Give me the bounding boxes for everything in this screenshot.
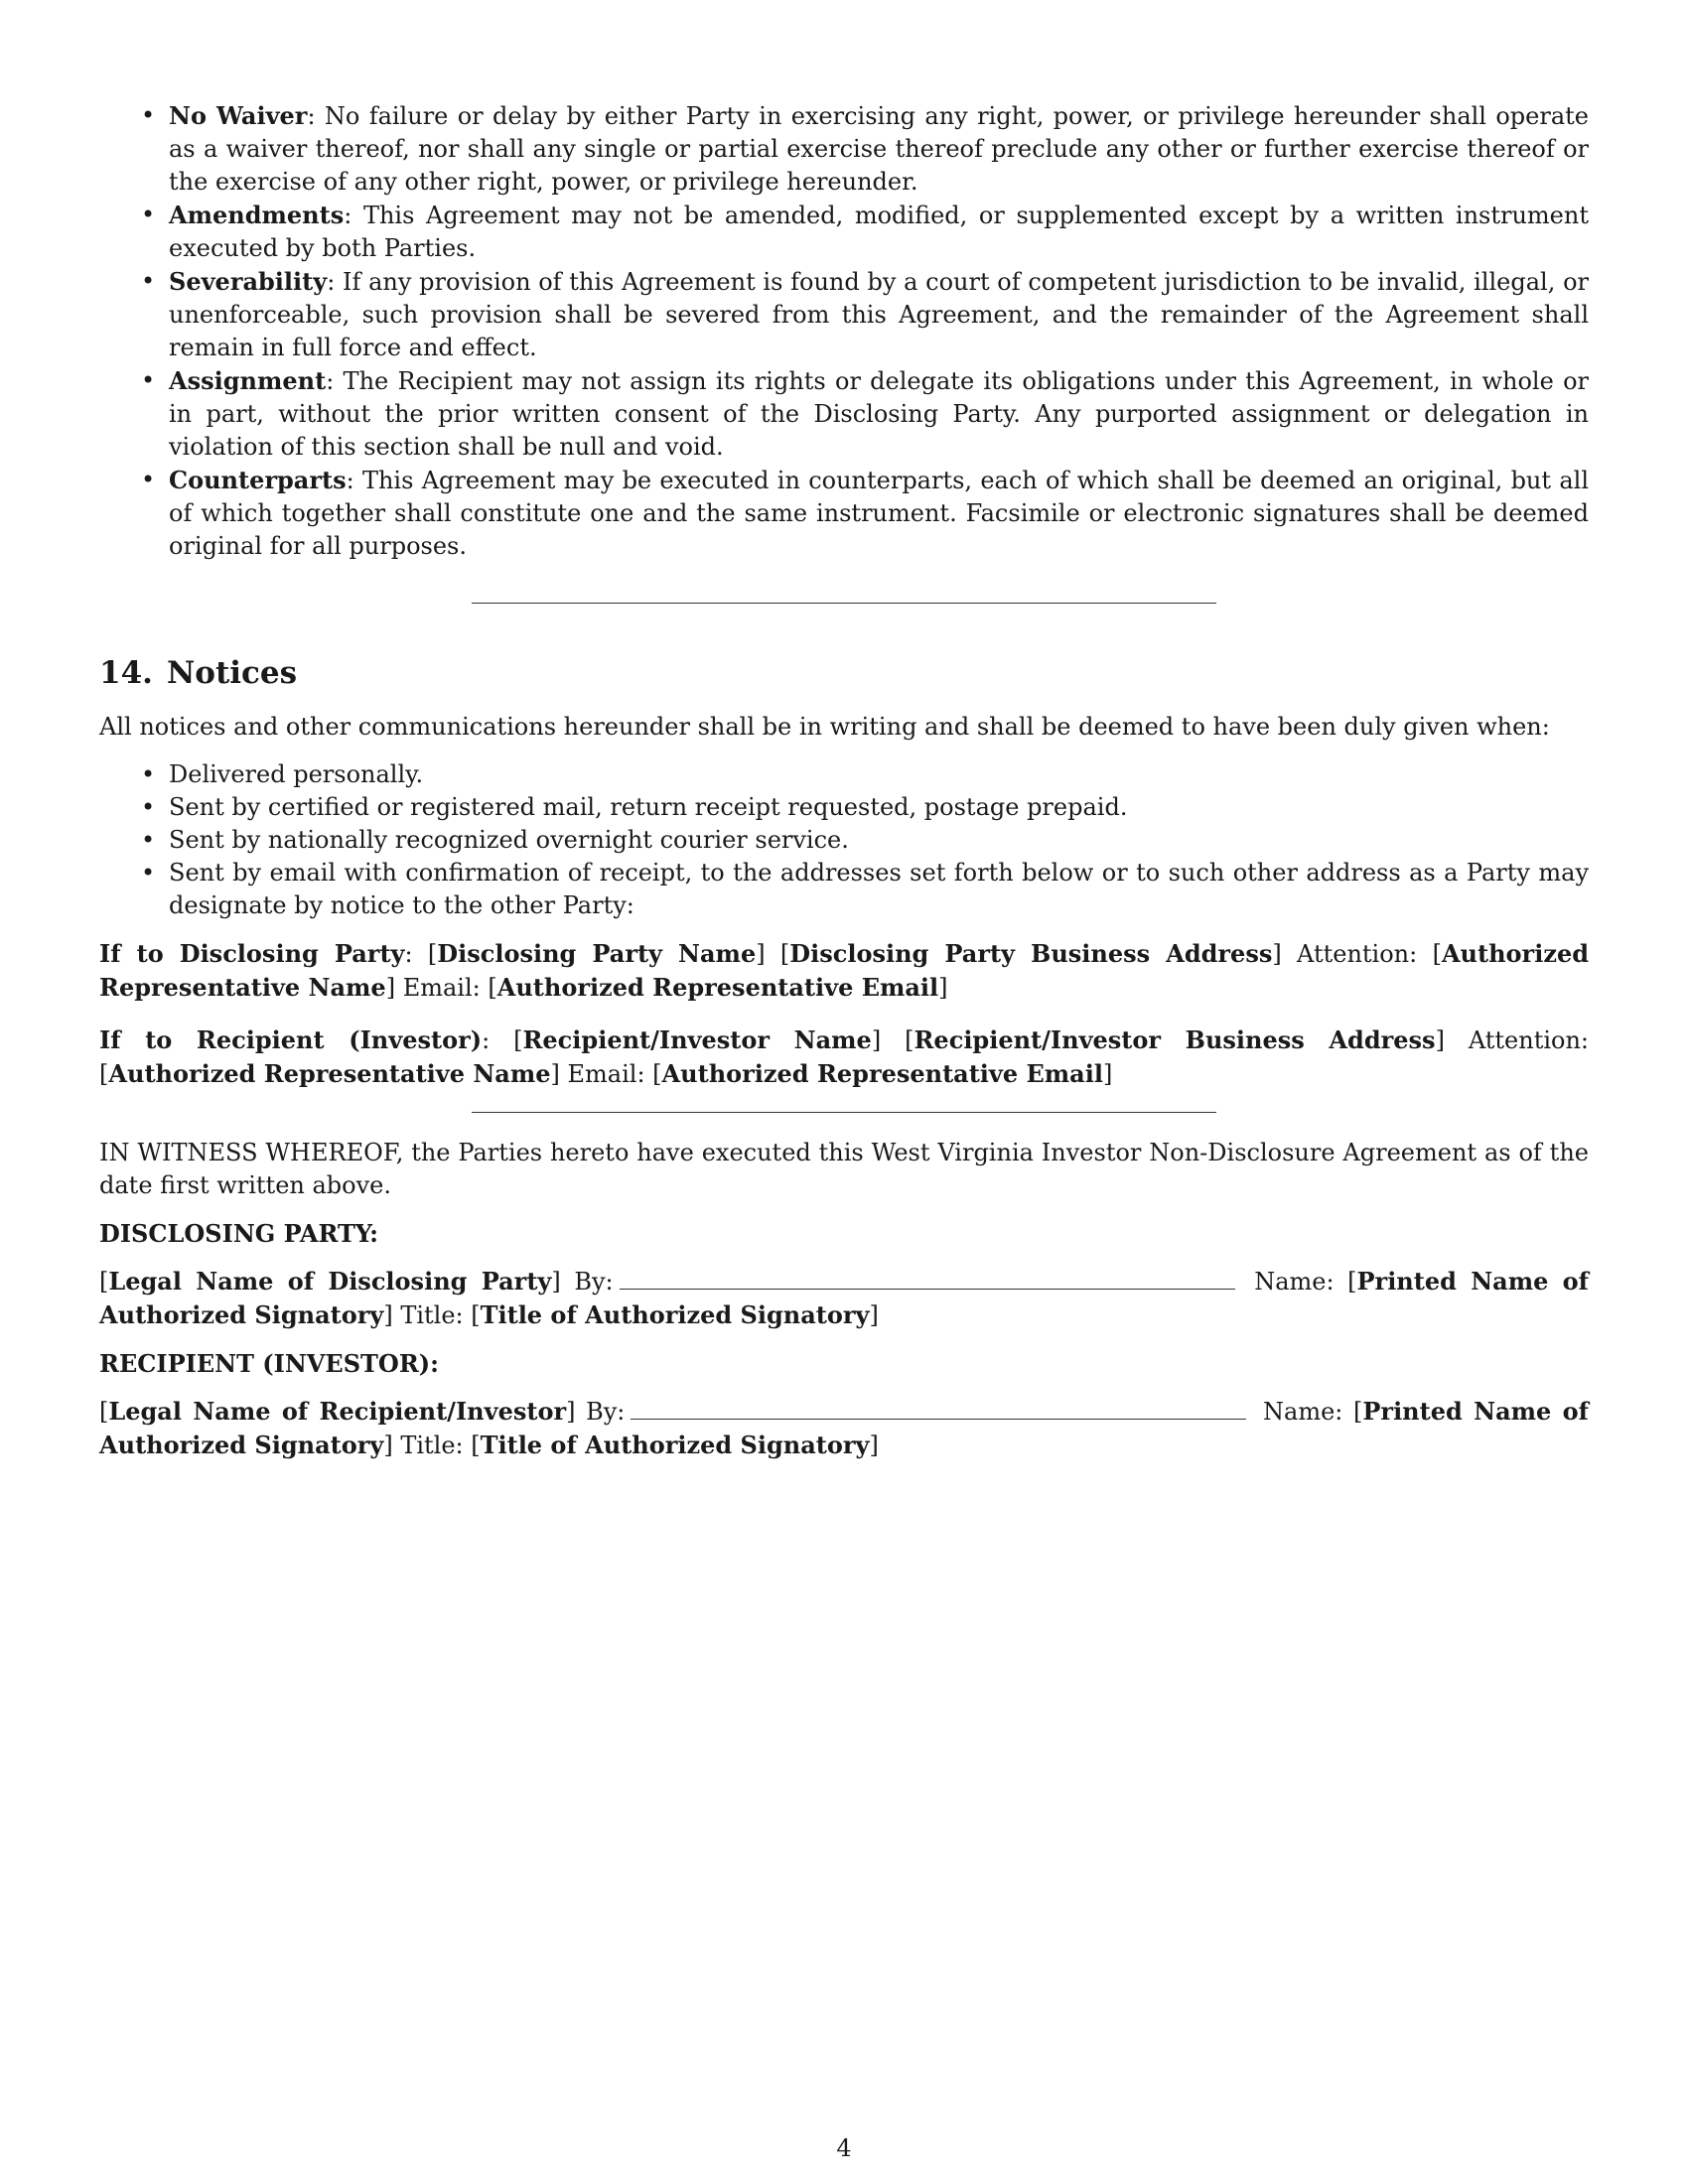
attention-value: Authorized Representative Name <box>108 1059 551 1088</box>
document-page <box>99 99 1589 1477</box>
list-item <box>169 464 1589 563</box>
list-item <box>169 199 1589 265</box>
signature-line[interactable] <box>620 1269 1235 1290</box>
list-item: • Sent by email with confirmation of receipt, to the addresses set forth below or to such other address as a Party may designate by notice to the other Party: <box>169 857 1589 922</box>
provision-text: : This Agreement may be executed in counterparts, each of which shall be deemed an original, but all of which together shall constitute one and the same instrument. Facsimile or electronic signatures shall be deemed original for all purposes. <box>169 467 1589 560</box>
printed-name: Printed Name of Authorized Signatory <box>99 1267 1589 1329</box>
list-item: • Sent by certified or registered mail, return receipt requested, postage prepaid. <box>169 791 1589 824</box>
disclosing-signature-block: [Legal Name of Disclosing Party] By: Name: [Printed Name of Authorized Signatory] Title: [Title of Authorized Signatory] <box>99 1267 1589 1329</box>
notices-intro: All notices and other communications hereunder shall be in writing and shall be deemed to have been duly given when: <box>99 713 1550 741</box>
page-number: 4 <box>836 2134 852 2162</box>
legal-name: Legal Name of Disclosing Party <box>108 1267 552 1296</box>
legal-name: Legal Name of Recipient/Investor <box>108 1397 567 1426</box>
title-label: Title: <box>400 1432 464 1459</box>
attention-value: Authorized Representative Name <box>99 939 1589 1002</box>
notice-party-address: Recipient/Investor Business Address <box>914 1025 1436 1054</box>
by-label: By: <box>586 1398 626 1426</box>
section-divider <box>472 1112 1216 1113</box>
notice-party-name: Recipient/Investor Name <box>522 1025 872 1054</box>
signatory-title: Title of Authorized Signatory <box>480 1431 870 1459</box>
provision-term: Severability <box>169 267 328 296</box>
notice-colon: : <box>404 940 428 968</box>
section-divider <box>472 603 1216 604</box>
attention-label: Attention: <box>1468 1026 1590 1054</box>
name-label: Name: <box>1263 1398 1343 1426</box>
name-label: Name: <box>1254 1268 1335 1296</box>
provision-term: Assignment <box>169 366 327 395</box>
printed-name: Printed Name of Authorized Signatory <box>99 1397 1589 1459</box>
provision-text: : The Recipient may not assign its rights or delegate its obligations under this Agreement, in whole or in part, without the prior written consent of the Disclosing Party. Any purported assignment or delegation in violation of this section shall be null and void. <box>169 367 1589 461</box>
provision-term: Amendments <box>169 201 345 229</box>
disclosing-party-notice-address: If to Disclosing Party: [Disclosing Party Name] [Disclosing Party Business Address] Attention: [Authorized Representative Name] Email: [Authorized Representative Email] <box>99 939 1589 1002</box>
notice-party-address: Disclosing Party Business Address <box>789 939 1273 968</box>
provision-term: Counterparts <box>169 466 347 494</box>
list-item <box>169 265 1589 364</box>
section-number: 14. <box>99 655 153 691</box>
title-label: Title: <box>400 1301 464 1329</box>
email-label: Email: <box>402 974 489 1002</box>
notice-label: If to Disclosing Party <box>99 939 405 968</box>
provision-term: No Waiver <box>169 101 308 130</box>
email-label: Email: <box>567 1060 653 1088</box>
provision-text: : If any provision of this Agreement is found by a court of competent jurisdiction to be invalid, illegal, or unenforceable, such provision shall be severed from this Agreement, and the remainder of the Agreement shall remain in full force and effect. <box>169 268 1589 361</box>
notice-label: If to Recipient (Investor) <box>99 1025 483 1054</box>
email-value: Authorized Representative Email <box>496 973 939 1002</box>
disclosing-party-heading: DISCLOSING PARTY: <box>99 1219 378 1248</box>
witness-clause: IN WITNESS WHEREOF, the Parties hereto have executed this West Virginia Investor Non-Disclosure Agreement as of the date first written above. <box>99 1139 1589 1199</box>
notice-methods-list <box>99 758 1589 922</box>
provision-text: : This Agreement may not be amended, modified, or supplemented except by a written instrument executed by both Parties. <box>169 202 1589 262</box>
signature-line[interactable] <box>631 1399 1246 1420</box>
signatory-title: Title of Authorized Signatory <box>480 1300 870 1329</box>
section-title: Notices <box>166 655 298 691</box>
list-item <box>169 364 1589 464</box>
attention-label: Attention: <box>1297 940 1433 968</box>
recipient-notice-address: If to Recipient (Investor): [Recipient/Investor Name] [Recipient/Investor Business Address] Attention: [Authorized Representative Name] Email: [Authorized Representative Email] <box>99 1025 1590 1088</box>
section-heading-notices <box>99 653 1589 693</box>
notice-colon: : <box>482 1026 514 1054</box>
recipient-signature-block: [Legal Name of Recipient/Investor] By: Name: [Printed Name of Authorized Signatory] Title: [Title of Authorized Signatory] <box>99 1397 1589 1459</box>
email-value: Authorized Representative Email <box>661 1059 1103 1088</box>
by-label: By: <box>574 1268 614 1296</box>
recipient-heading: RECIPIENT (INVESTOR): <box>99 1349 439 1378</box>
notice-party-name: Disclosing Party Name <box>437 939 757 968</box>
list-item: • Delivered personally. <box>169 758 1589 791</box>
provision-text: : No failure or delay by either Party in exercising any right, power, or privilege hereunder shall operate as a waiver thereof, nor shall any single or partial exercise thereof preclude any other or further exercise thereof or the exercise of any other right, power, or privilege hereunder. <box>169 102 1589 196</box>
list-item: • Sent by nationally recognized overnight courier service. <box>169 824 1589 857</box>
list-item <box>169 99 1589 199</box>
general-provisions-list <box>99 99 1589 563</box>
